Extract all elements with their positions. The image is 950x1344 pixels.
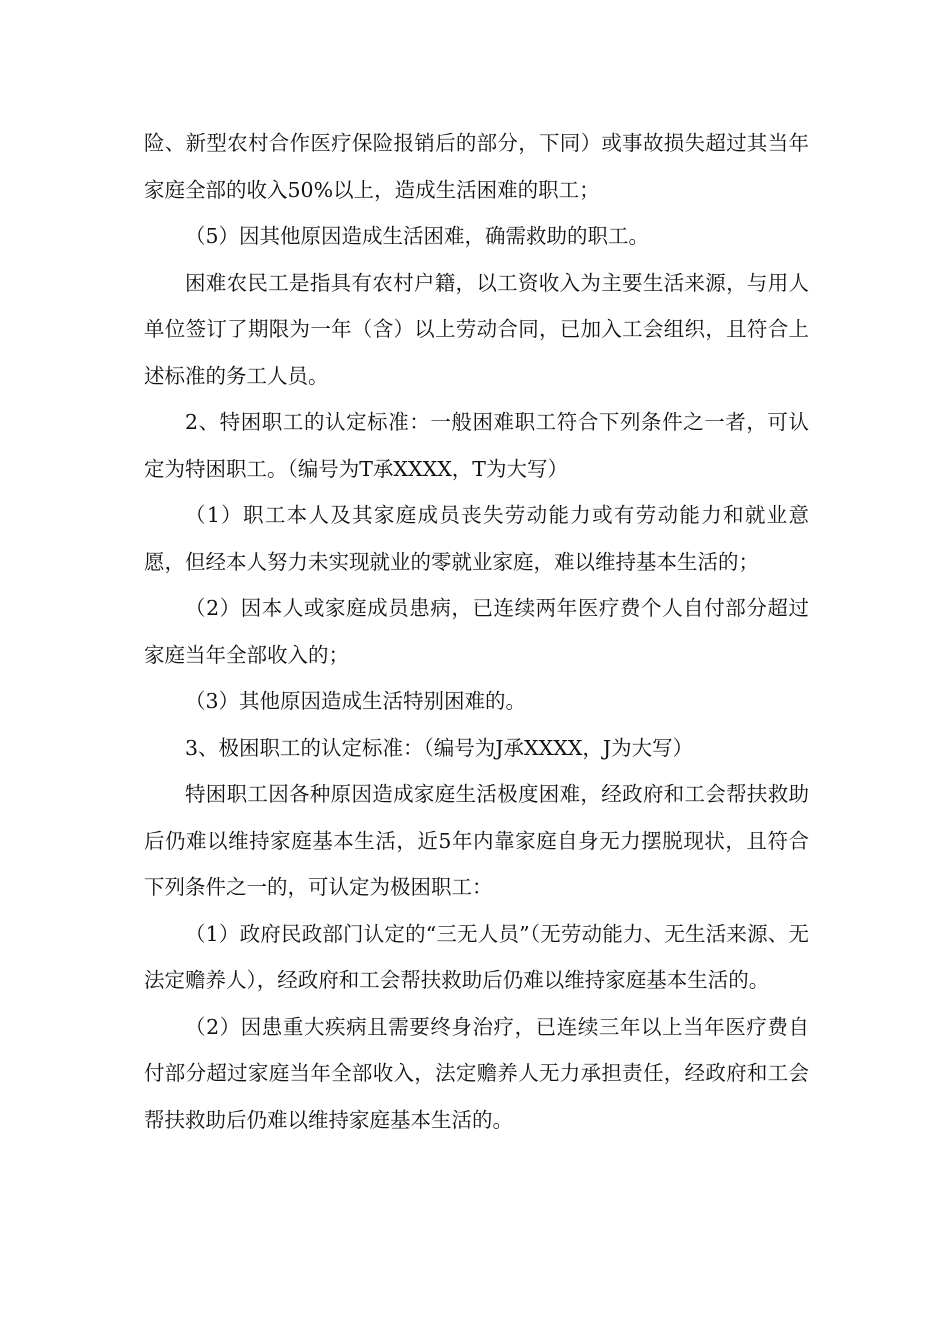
paragraph-migrant-workers: 困难农民工是指具有农村户籍，以工资收入为主要生活来源，与用人单位签订了期限为一年（含）以上劳动合同，已加入工会组织，且符合上述标准的务工人员。 — [144, 270, 809, 388]
document-page — [144, 120, 809, 1143]
paragraph-special-item-2: （2）因本人或家庭成员患病，已连续两年医疗费个人自付部分超过家庭当年全部收入的； — [144, 596, 809, 667]
heading-special-hardship-criteria: 2、特困职工的认定标准：一般困难职工符合下列条件之一者，可认定为特困职工。（编号为T承XXXX，T为大写） — [144, 410, 809, 481]
paragraph-continuation: 险、新型农村合作医疗保险报销后的部分，下同）或事故损失超过其当年家庭全部的收入50%以上，造成生活困难的职工； — [144, 131, 809, 202]
paragraph-extreme-intro: 特困职工因各种原因造成家庭生活极度困难，经政府和工会帮扶救助后仍难以维持家庭基本生活，近5年内靠家庭自身无力摆脱现状，且符合下列条件之一的，可认定为极困职工： — [144, 782, 809, 899]
paragraph-item-5: （5）因其他原因造成生活困难，确需救助的职工。 — [185, 224, 650, 248]
heading-extreme-hardship-criteria: 3、极困职工的认定标准：（编号为J承XXXX，J为大写） — [185, 735, 694, 760]
paragraph-extreme-item-1: （1）政府民政部门认定的“三无人员”（无劳动能力、无生活来源、无法定赡养人），经政府和工会帮扶救助后仍难以维持家庭基本生活的。 — [144, 921, 809, 992]
paragraph-extreme-item-2: （2）因患重大疾病且需要终身治疗，已连续三年以上当年医疗费自付部分超过家庭当年全部收入，法定赡养人无力承担责任，经政府和工会帮扶救助后仍难以维持家庭基本生活的。 — [144, 1014, 809, 1132]
paragraph-special-item-1: （1）职工本人及其家庭成员丧失劳动能力或有劳动能力和就业意愿，但经本人努力未实现就业的零就业家庭，难以维持基本生活的； — [144, 503, 809, 574]
paragraph-special-item-3: （3）其他原因造成生活特别困难的。 — [185, 689, 527, 713]
